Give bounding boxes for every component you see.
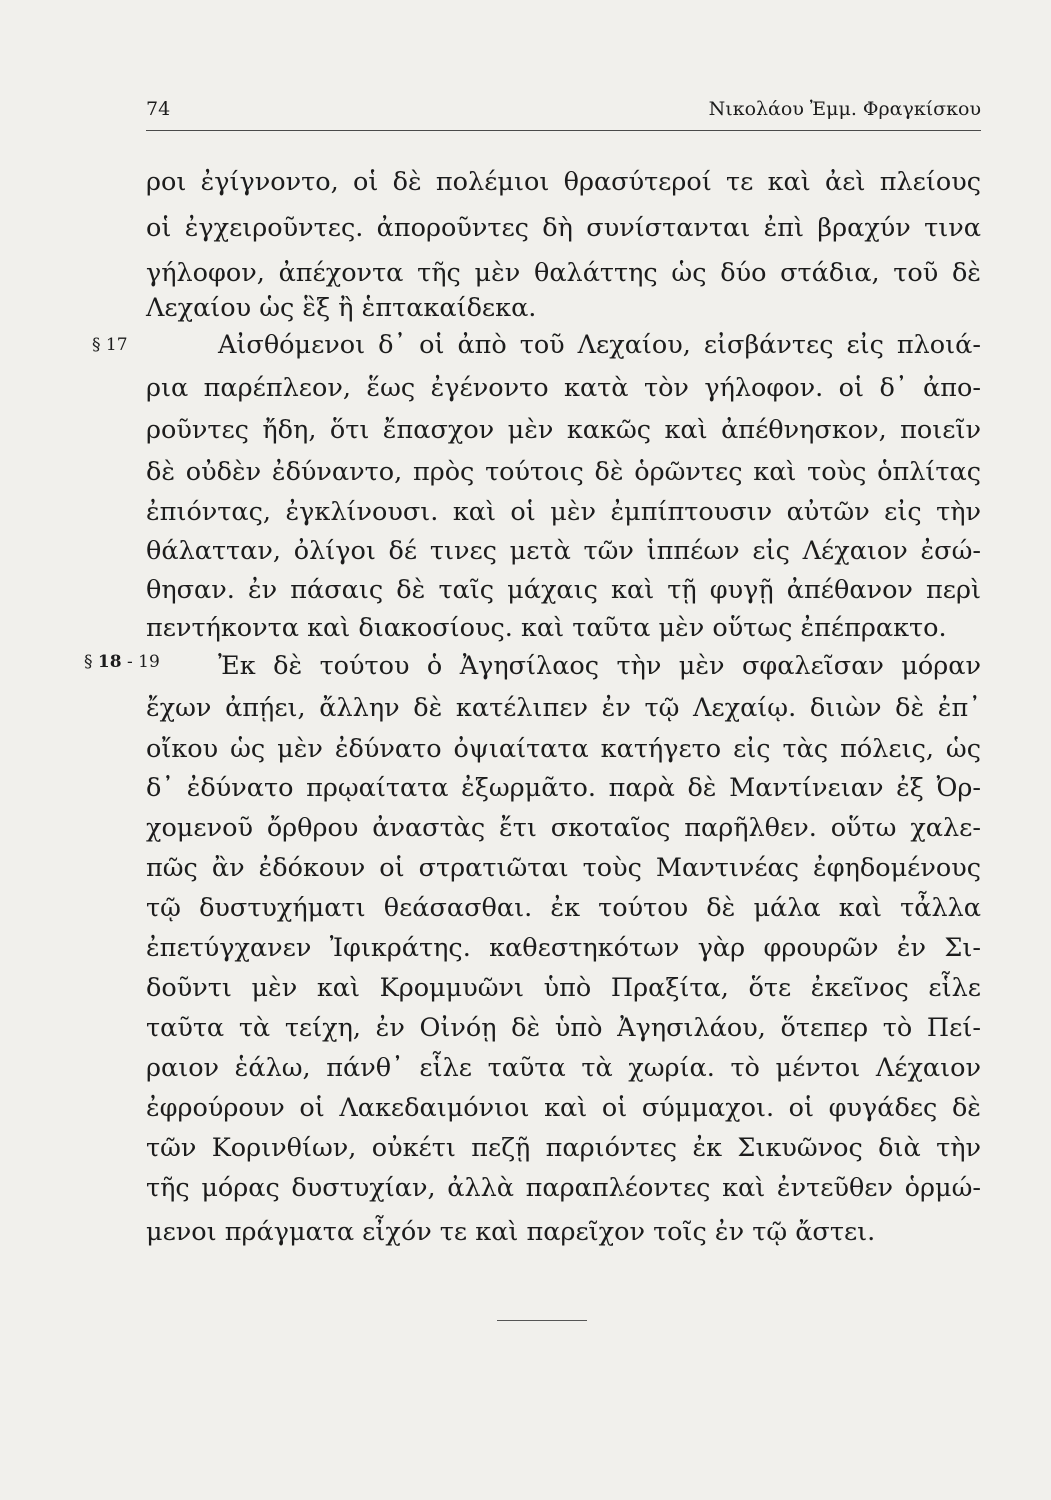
text-line: ἐπιόντας, ἐγκλίνουσι. καὶ οἱ μὲν ἐμπίπτουσιν αὐτῶν εἰς τὴν xyxy=(146,497,981,527)
text-line: ἔχων ἀπῄει, ἄλλην δὲ κατέλιπεν ἐν τῷ Λεχαίῳ. διιὼν δὲ ἐπ᾿ xyxy=(146,693,981,723)
text-line: Ἐκ δὲ τούτου ὁ Ἀγησίλαος τὴν μὲν σφαλεῖσαν μόραν xyxy=(218,651,981,681)
section-divider xyxy=(497,1320,587,1321)
text-line: ἐφρούρουν οἱ Λακεδαιμόνιοι καὶ οἱ σύμμαχοι. οἱ φυγάδες δὲ xyxy=(146,1093,981,1123)
page-number: 74 xyxy=(146,98,171,120)
text-line: Λεχαίου ὡς ἓξ ἢ ἑπτακαίδεκα. xyxy=(146,293,537,323)
text-line: ροι ἐγίγνοντο, οἱ δὲ πολέμιοι θρασύτεροί τε καὶ ἀεὶ πλείους xyxy=(146,167,981,197)
text-line: μενοι πράγματα εἶχόν τε καὶ παρεῖχον τοῖς ἐν τῷ ἄστει. xyxy=(146,1217,876,1247)
text-line: τῆς μόρας δυστυχίαν, ἀλλὰ παραπλέοντες καὶ ἐντεῦθεν ὁρμώ- xyxy=(146,1173,981,1203)
text-line: οἱ ἐγχειροῦντες. ἀποροῦντες δὴ συνίστανται ἐπὶ βραχύν τινα xyxy=(146,213,981,243)
text-line: ροῦντες ἤδη, ὅτι ἔπασχον μὲν κακῶς καὶ ἀπέθνησκον, ποιεῖν xyxy=(146,415,981,445)
text-line: γήλοφον, ἀπέχοντα τῆς μὲν θαλάττης ὡς δύο στάδια, τοῦ δὲ xyxy=(146,258,981,288)
text-line: δ᾿ ἐδύνατο πρῳαίτατα ἐξωρμᾶτο. παρὰ δὲ Μαντίνειαν ἐξ Ὀρ- xyxy=(146,773,981,803)
text-line: τῶν Κορινθίων, οὐκέτι πεζῇ παριόντες ἐκ Σικυῶνος διὰ τὴν xyxy=(146,1133,981,1163)
running-head: Νικολάου Ἐμμ. Φραγκίσκου xyxy=(708,98,981,120)
margin-section-suffix: - 19 xyxy=(121,652,160,672)
margin-section-number: 18 xyxy=(97,652,122,672)
text-line: θάλατταν, ὀλίγοι δέ τινες μετὰ τῶν ἱππέων εἰς Λέχαιον ἐσώ- xyxy=(146,536,981,566)
text-line: ἐπετύγχανεν Ἰφικράτης. καθεστηκότων γὰρ φρουρῶν ἐν Σι- xyxy=(146,933,981,963)
text-line: οἴκου ὡς μὲν ἐδύνατο ὀψιαίτατα κατήγετο εἰς τὰς πόλεις, ὡς xyxy=(146,734,981,764)
margin-section-prefix: § xyxy=(84,652,98,672)
text-line: πεντήκοντα καὶ διακοσίους. καὶ ταῦτα μὲν οὕτως ἐπέπρακτο. xyxy=(146,613,947,643)
margin-section-ref xyxy=(84,650,160,674)
page-header xyxy=(146,96,981,131)
margin-section-ref: § 17 xyxy=(92,335,128,355)
text-line: πῶς ἂν ἐδόκουν οἱ στρατιῶται τοὺς Μαντινέας ἐφηδομένους xyxy=(146,853,981,883)
text-line: χομενοῦ ὄρθρου ἀναστὰς ἔτι σκοταῖος παρῆλθεν. οὕτω χαλε- xyxy=(146,813,981,843)
text-line: ραιον ἑάλω, πάνθ᾿ εἷλε ταῦτα τὰ χωρία. τὸ μέντοι Λέχαιον xyxy=(146,1053,981,1083)
text-line: ταῦτα τὰ τείχη, ἐν Οἰνόῃ δὲ ὑπὸ Ἀγησιλάου, ὅτεπερ τὸ Πεί- xyxy=(146,1013,981,1043)
text-line: δὲ οὐδὲν ἐδύναντο, πρὸς τούτοις δὲ ὁρῶντες καὶ τοὺς ὁπλίτας xyxy=(146,457,981,487)
text-line: Αἰσθόμενοι δ᾿ οἱ ἀπὸ τοῦ Λεχαίου, εἰσβάντες εἰς πλοιά- xyxy=(218,330,981,360)
text-line: δοῦντι μὲν καὶ Κρομμυῶνι ὑπὸ Πραξίτα, ὅτε ἐκεῖνος εἷλε xyxy=(146,973,981,1003)
text-line: ρια παρέπλεον, ἕως ἐγένοντο κατὰ τὸν γήλοφον. οἱ δ᾿ ἀπο- xyxy=(146,373,981,403)
text-line: θησαν. ἐν πάσαις δὲ ταῖς μάχαις καὶ τῇ φυγῇ ἀπέθανον περὶ xyxy=(146,575,981,605)
text-line: τῷ δυστυχήματι θεάσασθαι. ἐκ τούτου δὲ μάλα καὶ τἆλλα xyxy=(146,893,981,923)
